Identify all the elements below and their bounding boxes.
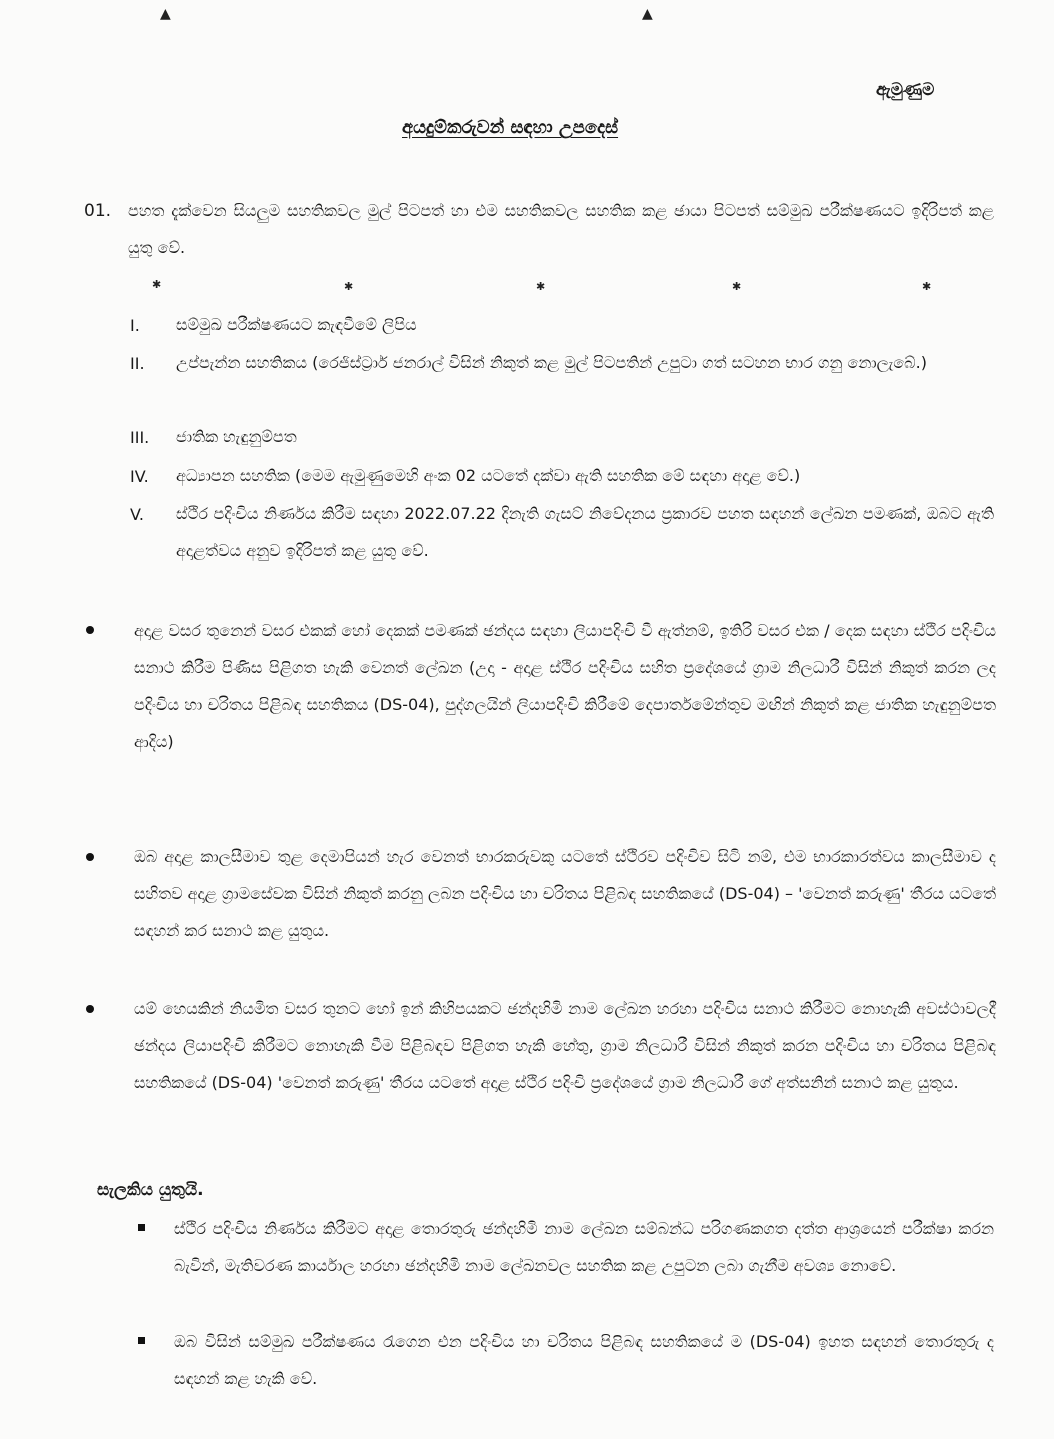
bullet-icon <box>86 853 94 861</box>
square-bullet-icon <box>138 1224 145 1231</box>
item-text: ස්ථිර පදිංචිය නිර්ණය කිරීම සඳහා 2022.07.22 දිනැති ගැසට් නිවේදනය ප්‍රකාරව පහත සඳහන් ලේඛන පමණක්, ඔබට ඇති අදාළත්වය අනුව ඉදිරිපත් කළ යුතු වේ. <box>176 504 994 560</box>
scan-speck: ✱ <box>536 280 546 293</box>
item-numeral: IV. <box>130 467 149 486</box>
bullet-text: අදාළ වසර තුනෙන් වසර එකක් හෝ දෙකක් පමණක් ඡන්දය සඳහා ලියාපදිංචි වී ඇත්නම්, ඉතිරි වසර එක / දෙක සඳහා ස්ථිර පදිංචිය සනාථ කිරීම පිණිස පිළිගත හැකි වෙනත් ලේඛන (උදා - අදාළ ස්ථිර පදිංචිය සහිත ප්‍රදේශයේ ග්‍රාම නිලධාරී විසින් නිකුත් කරන ලද පදිංචිය හා චරිතය පිළිබඳ සහතිකය (DS-04), පුද්ගලයින් ලියාපදිංචි කිරීමේ දෙපාර්තමේන්තුව මඟින් නිකුත් කළ ජාතික හැඳුනුම්පත ආදිය) <box>134 621 996 751</box>
bullet-icon <box>86 626 94 634</box>
bullet-text: ඔබ අදාළ කාලසීමාව තුළ දෙමාපියන් හැර වෙනත් භාරකරුවකු යටතේ ස්ථිරව පදිංචිව සිටි නම්, එම භාරකාරත්වය කාලසීමාව ද සහිතව අදාළ ග්‍රාමසේවක විසින් නිකුත් කරනු ලබන පදිංචිය හා චරිතය පිළිබඳ සහතිකයේ (DS-04) – 'වෙනත් කරුණු' තීරය යටතේ සඳහන් කර සනාථ කළ යුතුය. <box>134 847 996 940</box>
document-title: අයදුම්කරුවන් සඳහා උපදෙස් <box>402 117 619 138</box>
item-numeral: II. <box>130 354 145 373</box>
scan-speck: ✱ <box>732 280 742 293</box>
annex-label: ඇමුණුම <box>876 80 935 100</box>
scan-speck: ✱ <box>922 280 932 293</box>
item-numeral: I. <box>130 316 140 335</box>
note-text: ඔබ විසින් සම්මුඛ පරීක්ෂණය රැගෙන එන පදිංචිය හා චරිතය පිළිබඳ සහතිකයේ ම (DS-04) ඉහත සඳහන් තොරතුරු ද සඳහන් කළ හැකි වේ. <box>174 1332 994 1388</box>
square-bullet-icon <box>138 1337 145 1344</box>
bullet-text: යම් හෙයකින් නියමිත වසර තුනට හෝ ඉන් කිහිපයකට ඡන්දහිමි නාම ලේඛන හරහා පදිංචිය සනාථ කිරීමට නොහැකි අවස්ථාවලදී ඡන්දය ලියාපදිංචි කිරීමට නොහැකි වීම පිළිබඳව පිළිගත හැකි හේතු, ග්‍රාම නිලධාරී විසින් නිකුත් කරන පදිංචිය හා චරිතය පිළිබඳ සහතිකයේ (DS-04) 'වෙනත් කරුණු' තීරය යටතේ අදාළ ස්ථිර පදිංචි ප්‍රදේශයේ ග්‍රාම නිලධාරී ගේ අත්සනින් සනාථ කළ යුතුය. <box>134 999 996 1092</box>
scan-speck: ▲ <box>642 6 653 22</box>
item-numeral: III. <box>130 428 150 447</box>
item-text: අධ්‍යාපන සහතික (මෙම ඇමුණුමෙහි අංක 02 යටතේ දක්වා ඇති සහතික මේ සඳහා අදාළ වේ.) <box>176 466 801 485</box>
note-text: ස්ථිර පදිංචිය නිර්ණය කිරීමට අදාළ තොරතුරු ඡන්දහිමි නාම ලේඛන සම්බන්ධ පරිගණකගත දත්ත ආශ්‍රයෙන් පරීක්ෂා කරන බැවින්, මැතිවරණ කාර්යාල හරහා ඡන්දහිමි නාම ලේඛනවල සහතික කළ උපුටන ලබා ගැනීම අවශ්‍ය නොවේ. <box>174 1219 994 1275</box>
item-text: සම්මුඛ පරීක්ෂණයට කැඳවීමේ ලිපිය <box>176 315 417 334</box>
section-text: පහත දැක්වෙන සියලුම සහතිකවල මුල් පිටපත් හා එම සහතිකවල සහතික කළ ඡායා පිටපත් සම්මුඛ පරීක්ෂණයට ඉදිරිපත් කළ යුතු වේ. <box>128 201 994 257</box>
item-numeral: V. <box>130 505 144 524</box>
note-heading: සැලකිය යුතුයි. <box>97 1180 204 1200</box>
scan-speck: ✱ <box>152 278 162 291</box>
section-number: 01. <box>84 201 112 221</box>
scan-speck: ✱ <box>344 280 354 293</box>
bullet-icon <box>86 1005 94 1013</box>
item-text: ජාතික හැඳුනුම්පත <box>176 427 297 446</box>
item-text: උප්පැන්න සහතිකය (රෙජිස්ට්‍රාර් ජනරාල් විසින් නිකුත් කළ මුල් පිටපතින් උපුටා ගත් සටහන භාර ගනු නොලැබේ.) <box>176 353 927 372</box>
scan-speck: ▲ <box>160 6 171 22</box>
